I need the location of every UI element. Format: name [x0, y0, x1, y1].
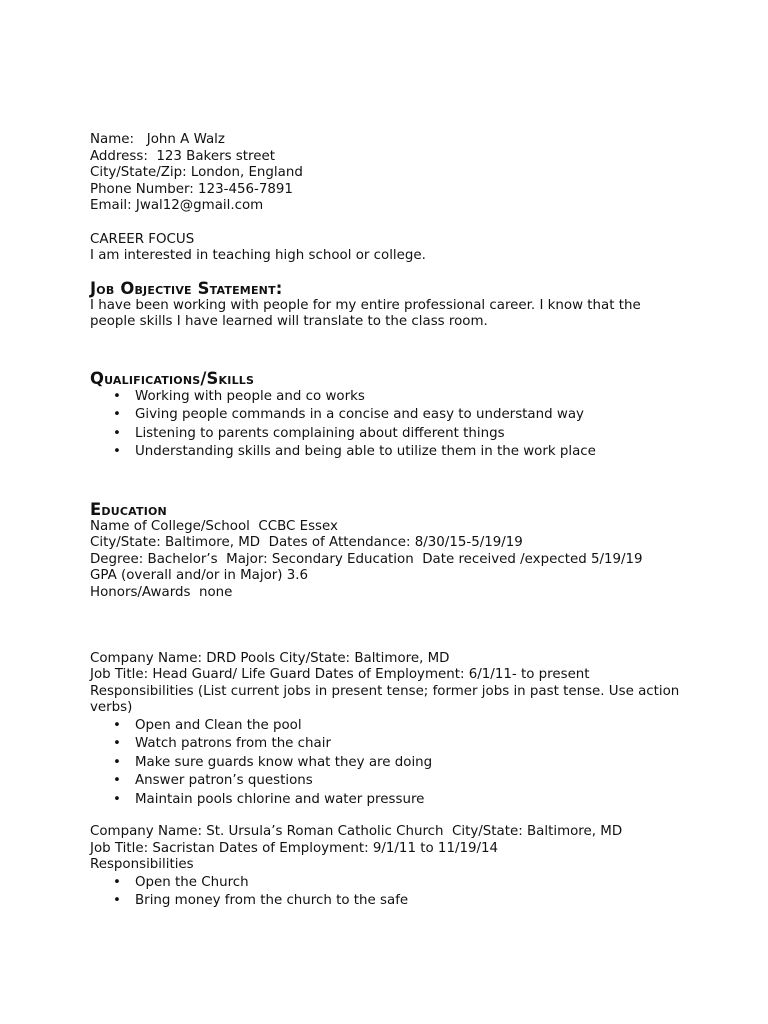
list-item-text: Working with people and co works [135, 388, 365, 404]
bullet-icon: • [113, 717, 121, 733]
job-responsibilities-label: Responsibilities [90, 857, 194, 873]
list-item-text: Bring money from the church to the safe [135, 893, 409, 909]
education-school: Name of College/School CCBC Essex [90, 518, 338, 534]
list-item [90, 388, 690, 406]
list-item [90, 754, 690, 772]
bullet-icon: • [113, 388, 121, 404]
list-item [90, 717, 690, 735]
education-city-dates: City/State: Baltimore, MD Dates of Attendance: 8/30/15-5/19/19 [90, 535, 523, 551]
list-item-text: Giving people commands in a concise and easy to understand way [135, 407, 584, 423]
list-item-text: Understanding skills and being able to utilize them in the work place [135, 444, 596, 460]
list-item-text: Maintain pools chlorine and water pressure [135, 791, 425, 807]
bullet-icon: • [113, 425, 121, 441]
contact-email: Email: Jwal12@gmail.com [90, 198, 264, 214]
bullet-icon: • [113, 791, 121, 807]
job-responsibilities-label: Responsibilities (List current jobs in present tense; former jobs in past tense. Use action verbs) [90, 683, 684, 716]
job-responsibilities-list [90, 874, 690, 911]
bullet-icon: • [113, 893, 121, 909]
contact-block [90, 132, 690, 215]
bullet-icon: • [113, 754, 121, 770]
job-objective-text: I have been working with people for my entire professional career. I know that the people skills I have learned will translate to the class room. [90, 297, 645, 330]
career-focus-text: I am interested in teaching high school or college. [90, 248, 426, 264]
contact-city: City/State/Zip: London, England [90, 165, 303, 181]
contact-name: Name: John A Walz [90, 132, 225, 147]
education-honors: Honors/Awards none [90, 584, 233, 600]
list-item [90, 406, 690, 424]
career-focus-section [90, 232, 690, 265]
list-item [90, 425, 690, 443]
list-item [90, 791, 690, 809]
list-item-text: Open and Clean the pool [135, 717, 302, 733]
list-item-text: Watch patrons from the chair [135, 736, 331, 752]
bullet-icon: • [113, 444, 121, 460]
career-focus-title: CAREER FOCUS [90, 231, 195, 247]
qualifications-section [90, 370, 690, 462]
qualifications-list [90, 388, 690, 462]
job-title: Job Title: Sacristan Dates of Employment: 9/1/11 to 11/19/14 [90, 840, 499, 856]
bullet-icon: • [113, 874, 121, 890]
list-item-text: Open the Church [135, 874, 249, 890]
list-item [90, 892, 690, 910]
education-gpa: GPA (overall and/or in Major) 3.6 [90, 568, 309, 584]
bullet-icon: • [113, 736, 121, 752]
job-company: Company Name: St. Ursula’s Roman Catholic Church City/State: Baltimore, MD [90, 823, 623, 839]
list-item [90, 874, 690, 892]
qualifications-heading: Qualifications/Skills [90, 368, 255, 388]
list-item [90, 735, 690, 753]
list-item [90, 772, 690, 790]
list-item-text: Make sure guards know what they are doing [135, 754, 433, 770]
job-objective-section [90, 280, 690, 331]
job-entry [90, 824, 690, 911]
education-heading: Education [90, 499, 167, 519]
job-entry [90, 651, 690, 809]
bullet-icon: • [113, 773, 121, 789]
bullet-icon: • [113, 407, 121, 423]
job-responsibilities-list [90, 717, 690, 809]
list-item-text: Answer patron’s questions [135, 773, 313, 789]
list-item-text: Listening to parents complaining about different things [135, 425, 505, 441]
job-title: Job Title: Head Guard/ Life Guard Dates of Employment: 6/1/11- to present [90, 667, 590, 683]
job-company: Company Name: DRD Pools City/State: Baltimore, MD [90, 650, 450, 666]
contact-address: Address: 123 Bakers street [90, 148, 275, 164]
education-degree: Degree: Bachelor’s Major: Secondary Education Date received /expected 5/19/19 [90, 551, 643, 567]
resume-page [90, 132, 690, 911]
job-objective-heading: Job Objective Statement: [90, 278, 283, 298]
education-section [90, 501, 690, 602]
contact-phone: Phone Number: 123-456-7891 [90, 181, 293, 197]
list-item [90, 443, 690, 461]
